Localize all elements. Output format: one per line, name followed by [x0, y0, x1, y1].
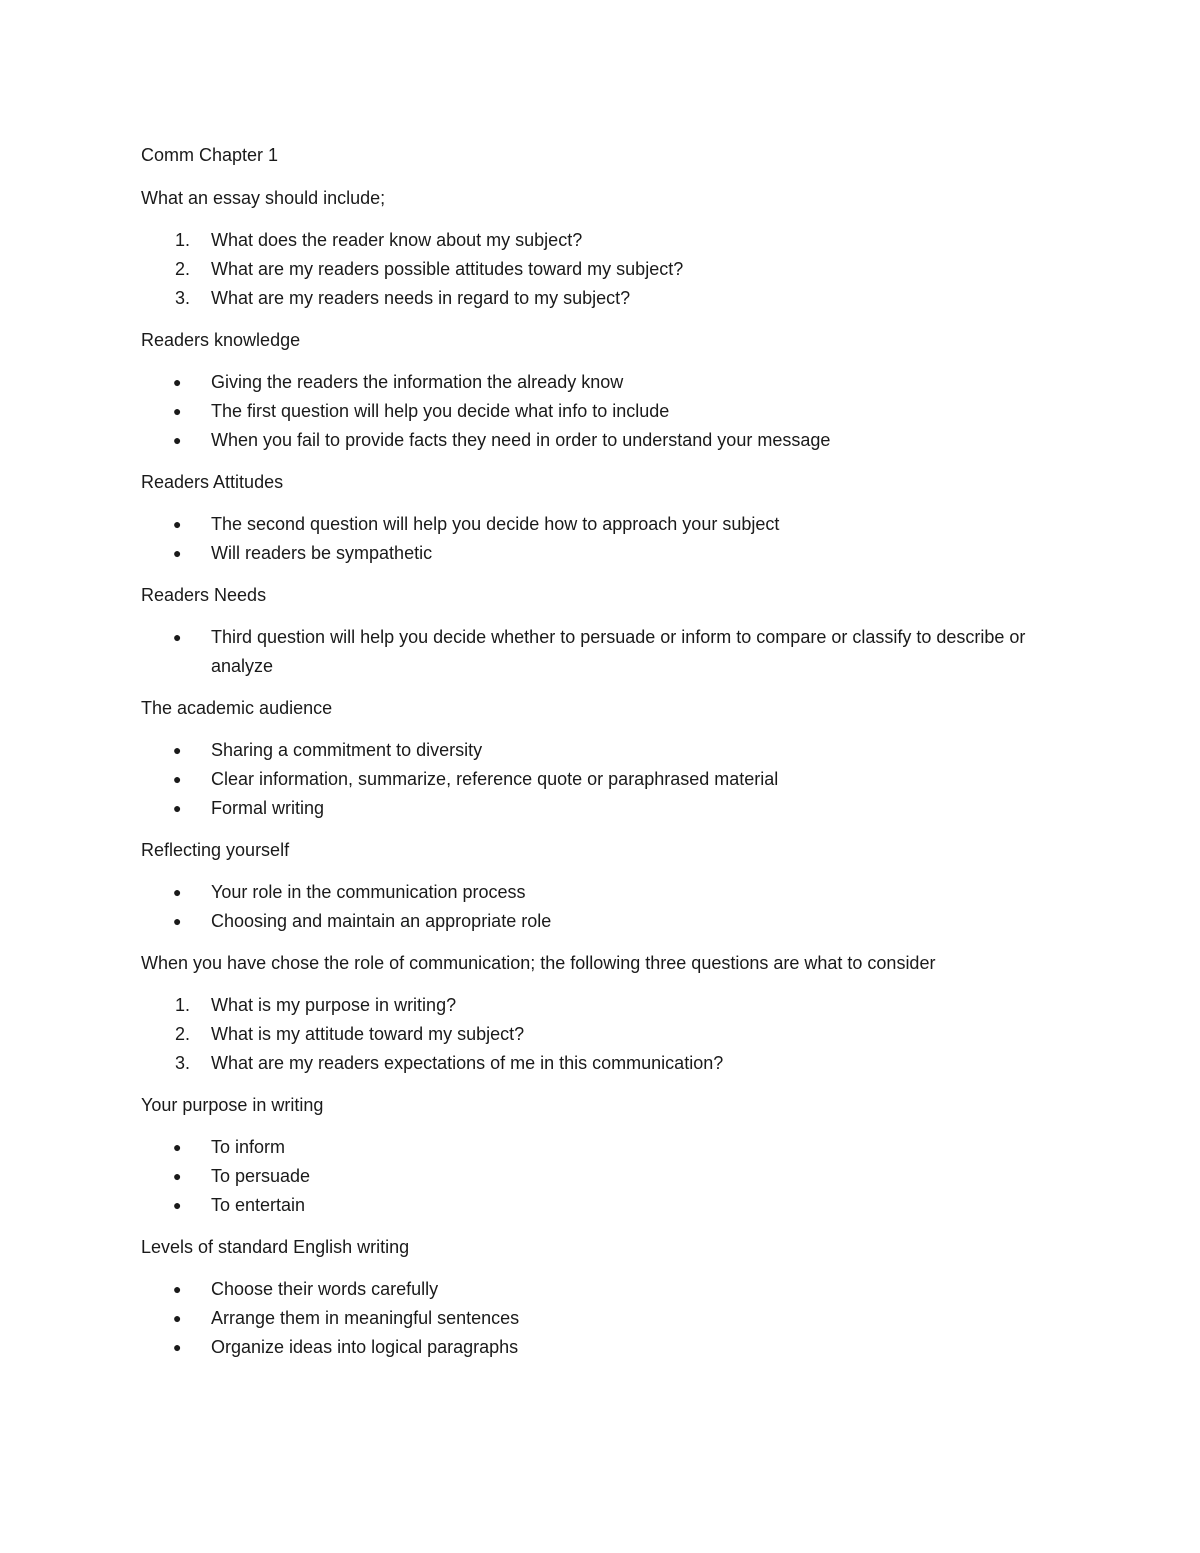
list-item-text: Formal writing	[211, 798, 325, 818]
list-item-text: What are my readers possible attitudes toward my subject?	[211, 259, 684, 279]
list-item	[141, 397, 1061, 426]
list-number: 1.	[175, 995, 191, 1015]
list-item	[141, 1333, 1061, 1362]
list-item-text: When you fail to provide facts they need in order to understand your message	[211, 430, 831, 450]
list-item	[141, 1020, 1061, 1049]
list-item	[141, 907, 1061, 936]
bullet-list	[141, 623, 1061, 681]
list-item-text: To inform	[211, 1137, 286, 1157]
list-item	[141, 1275, 1061, 1304]
bullet-list	[141, 510, 1061, 568]
bullet-icon: ●	[173, 884, 182, 900]
list-item-text: What does the reader know about my subject?	[211, 230, 583, 250]
list-item	[141, 1049, 1061, 1078]
list-item-text: What are my readers needs in regard to my subject?	[211, 288, 631, 308]
list-item-text: Third question will help you decide whether to persuade or inform to compare or classify to describe or analyze	[211, 627, 1026, 676]
bullet-icon: ●	[173, 1197, 182, 1213]
list-number: 2.	[175, 259, 191, 279]
list-item-text: To entertain	[211, 1195, 306, 1215]
list-item-text: To persuade	[211, 1166, 311, 1186]
bullet-icon: ●	[173, 1168, 182, 1184]
section-heading: Reflecting yourself	[141, 840, 290, 860]
bullet-icon: ●	[173, 629, 182, 645]
list-item-text: Will readers be sympathetic	[211, 543, 433, 563]
list-item	[141, 284, 1061, 313]
list-item-text: The first question will help you decide what info to include	[211, 401, 670, 421]
bullet-list	[141, 736, 1061, 823]
list-item-text: Clear information, summarize, reference quote or paraphrased material	[211, 769, 779, 789]
bullet-icon: ●	[173, 771, 182, 787]
section-heading: What an essay should include;	[141, 188, 386, 208]
bullet-icon: ●	[173, 1139, 182, 1155]
section-heading: Readers Needs	[141, 585, 267, 605]
bullet-icon: ●	[173, 913, 182, 929]
list-item-text: The second question will help you decide how to approach your subject	[211, 514, 780, 534]
list-item-text: What are my readers expectations of me in this communication?	[211, 1053, 724, 1073]
document-page	[141, 140, 1061, 1374]
document-title: Comm Chapter 1	[141, 145, 279, 165]
list-item-text: Your role in the communication process	[211, 882, 526, 902]
list-item-text: Giving the readers the information the already know	[211, 372, 624, 392]
bullet-list	[141, 1275, 1061, 1362]
list-item	[141, 426, 1061, 455]
list-number: 1.	[175, 230, 191, 250]
list-item	[141, 794, 1061, 823]
list-item	[141, 1191, 1061, 1220]
bullet-icon: ●	[173, 432, 182, 448]
document-body	[141, 183, 1061, 1362]
section-heading: When you have chose the role of communication; the following three questions are what to consider	[141, 953, 936, 973]
section-heading: Readers knowledge	[141, 330, 301, 350]
numbered-list	[141, 226, 1061, 313]
bullet-icon: ●	[173, 800, 182, 816]
bullet-icon: ●	[173, 516, 182, 532]
list-item-text: What is my attitude toward my subject?	[211, 1024, 525, 1044]
list-item	[141, 623, 1061, 681]
list-item-text: What is my purpose in writing?	[211, 995, 457, 1015]
bullet-list	[141, 368, 1061, 455]
bullet-list	[141, 1133, 1061, 1220]
bullet-list	[141, 878, 1061, 936]
list-item	[141, 1304, 1061, 1333]
list-item	[141, 368, 1061, 397]
section-heading: The academic audience	[141, 698, 333, 718]
list-item	[141, 1162, 1061, 1191]
bullet-icon: ●	[173, 1339, 182, 1355]
list-item-text: Arrange them in meaningful sentences	[211, 1308, 520, 1328]
list-item	[141, 991, 1061, 1020]
list-number: 3.	[175, 288, 191, 308]
list-item	[141, 765, 1061, 794]
bullet-icon: ●	[173, 742, 182, 758]
list-item	[141, 226, 1061, 255]
section-heading: Levels of standard English writing	[141, 1237, 410, 1257]
list-item	[141, 736, 1061, 765]
list-item-text: Organize ideas into logical paragraphs	[211, 1337, 519, 1357]
list-item	[141, 510, 1061, 539]
bullet-icon: ●	[173, 545, 182, 561]
list-item-text: Sharing a commitment to diversity	[211, 740, 483, 760]
list-number: 2.	[175, 1024, 191, 1044]
list-item	[141, 255, 1061, 284]
section-heading: Readers Attitudes	[141, 472, 284, 492]
bullet-icon: ●	[173, 1310, 182, 1326]
bullet-icon: ●	[173, 1281, 182, 1297]
list-item	[141, 1133, 1061, 1162]
list-item-text: Choose their words carefully	[211, 1279, 439, 1299]
numbered-list	[141, 991, 1061, 1078]
list-item	[141, 878, 1061, 907]
bullet-icon: ●	[173, 403, 182, 419]
list-item-text: Choosing and maintain an appropriate role	[211, 911, 552, 931]
bullet-icon: ●	[173, 374, 182, 390]
list-item	[141, 539, 1061, 568]
section-heading: Your purpose in writing	[141, 1095, 324, 1115]
list-number: 3.	[175, 1053, 191, 1073]
